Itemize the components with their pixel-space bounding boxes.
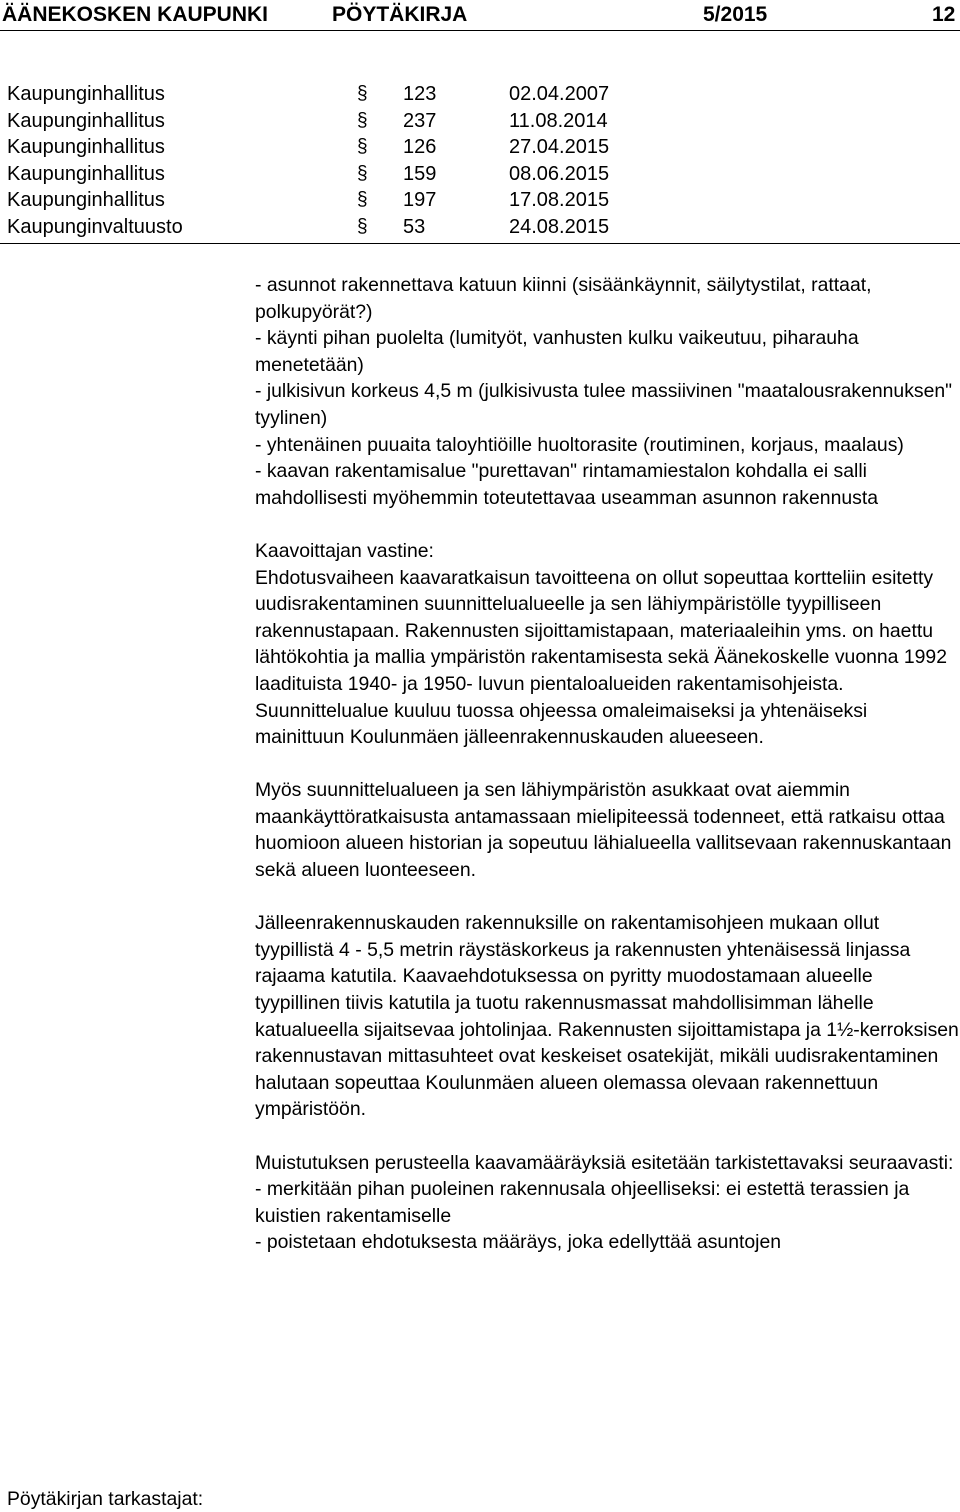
section-sign: § [357,215,368,237]
reference-date: 24.08.2015 [509,215,610,238]
reference-body: Kaupunginhallitus [7,83,165,105]
organization-name: ÄÄNEKOSKEN KAUPUNKI [2,3,269,26]
reference-row [0,214,960,241]
reference-date: 27.04.2015 [509,136,610,159]
reference-row [0,187,960,214]
minutes-content [255,272,960,1256]
section-sign: § [357,109,368,131]
section-sign: § [357,162,368,184]
reference-number: 237 [403,109,437,132]
document-number: 5/2015 [703,3,768,26]
response-paragraph: Myös suunnittelualueen ja sen lähiympäristön asukkaat ovat aiemmin maankäyttöratkaisusta antamassaan mielipiteessä todenneet, että ratkaisu ottaa huomioon alueen historian ja sopeutuu lähialueella vallitsevaan rakennuskantaan sekä alueen luonteeseen. [255,779,952,882]
reference-date: 17.08.2015 [509,189,610,212]
section-sign: § [357,189,368,211]
reference-date: 08.06.2015 [509,162,610,185]
reference-number: 53 [403,215,426,238]
reference-number: 126 [403,136,437,159]
reference-body: Kaupunginhallitus [7,162,165,185]
objections-list: - asunnot rakennettava katuun kiinni (sisäänkäynnit, säilytystilat, rattaat, polkupyörät?) - käynti pihan puolelta (lumityöt, vanhusten kulku vaikeutuu, piharauha menetetään) - julkisivun korkeus 4,5 m (julkisivusta tulee massiivinen "maatalousrakennuksen" tyylinen) - yhtenäinen puuaita taloyhtiöille huoltorasite (routiminen, korjaus, maalaus) - kaavan rakentamisalue "purettavan" rintamamiestalon kohdalla ei salli mahdollisesti myöhemmin toteutettavaa useamman asunnon rakennusta [255,274,953,509]
reference-row [0,81,960,108]
document-header [0,0,960,31]
response-paragraph: Muistutuksen perusteella kaavamääräyksiä esitetään tarkistettavaksi seuraavasti: - merkitään pihan puoleinen rakennusala ohjeelliseksi: ei estettä terassien ja kuistien rakentamiselle - poistetaan ehdotuksesta määräys, joka edellyttää asuntojen [255,1151,954,1254]
response-paragraph: Jälleenrakennuskauden rakennuksille on rakentamisohjeen mukaan ollut tyypillistä 4 - 5,5 metrin räystäskorkeus ja rakennusten yhtenäisessä linjassa rajaama katutila. Kaavaehdotuksessa on pyritty muodostamaan alueelle tyypillinen tiivis katutila ja tuotu rakennusmassat mahdollisimman lähelle katualueella sijaitsevaa johtolinjaa. Rakennusten sijoittamistapa ja 1½-kerroksisen rakennustavan mittasuhteet ovat keskeiset osatekijät, mikäli uudisrakentaminen halutaan sopeuttaa Koulunmäen alueen olemassa olevaan rakennettuun ympäristöön. [255,912,959,1121]
reference-body: Kaupunginhallitus [7,136,165,159]
section-sign: § [357,83,368,104]
reference-body: Kaupunginvaltuusto [7,215,183,238]
reference-number: 159 [403,162,437,185]
reference-number: 123 [403,83,437,105]
reference-row [0,108,960,135]
reference-row [0,134,960,161]
response-heading: Kaavoittajan vastine: [255,539,434,562]
reference-body: Kaupunginhallitus [7,109,165,132]
inspectors-label: Pöytäkirjan tarkastajat: [7,1488,204,1510]
reference-body: Kaupunginhallitus [7,189,165,212]
section-sign: § [357,136,368,158]
page-number: 12 [932,3,956,26]
reference-list [0,81,960,244]
document-type: PÖYTÄKIRJA [332,3,468,26]
response-paragraph: Ehdotusvaiheen kaavaratkaisun tavoitteena on ollut sopeuttaa kortteliin esitetty uudisrakentaminen suunnittelualueelle ja sen lähiympäristölle tyypilliseen rakennustapaan. Rakennusten sijoittamistapaan, materiaaleihin yms. on haettu lähtökohtia ja mallia ympäristön rakentamisesta sekä Äänekoskelle vuonna 1992 laadituista 1940- ja 1950- luvun pientaloalueiden rakentamisohjeista. Suunnittelualue kuuluu tuossa ohjeessa omaleimaiseksi ja yhtenäiseksi mainittuun Koulunmäen jälleenrakennuskauden alueeseen. [255,566,947,749]
reference-date: 11.08.2014 [509,109,608,132]
reference-number: 197 [403,189,437,212]
reference-row [0,161,960,188]
reference-date: 02.04.2007 [509,83,610,105]
